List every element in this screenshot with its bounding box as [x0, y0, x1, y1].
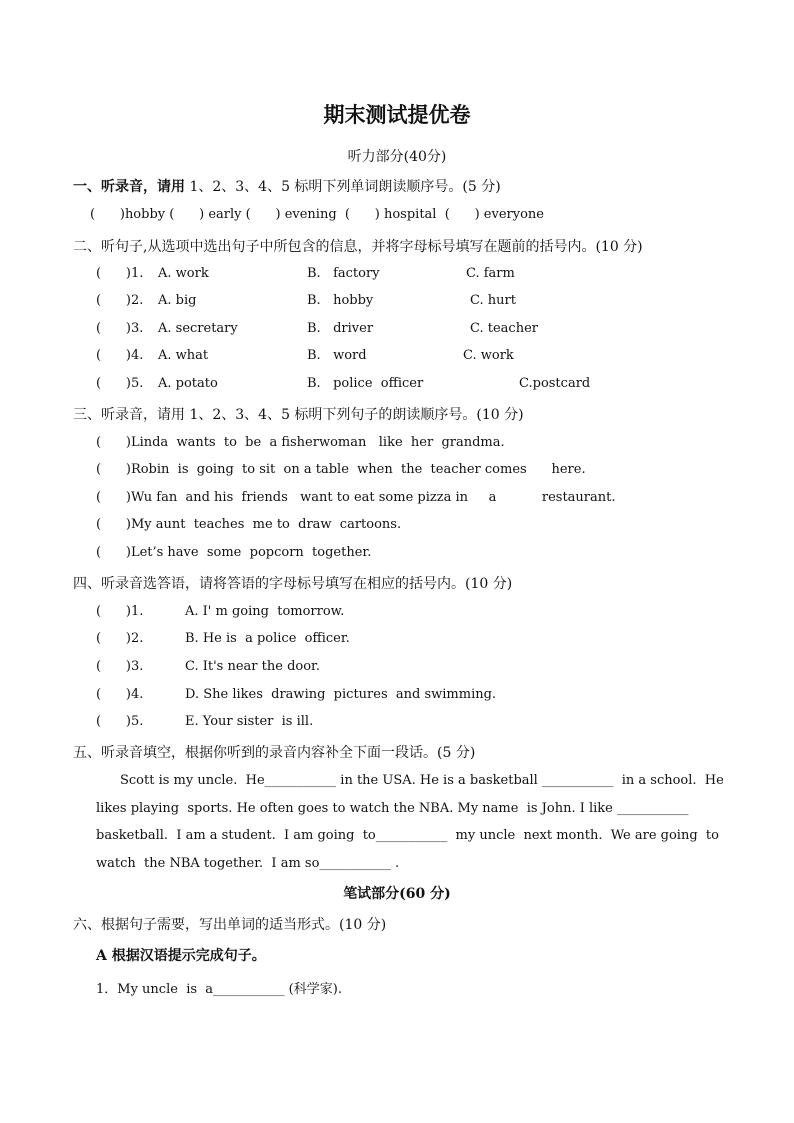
listening-section-title: 听力部分(40分): [347, 149, 447, 165]
s2-row-5-a: A. potato: [158, 376, 218, 391]
s4-row-4-answer: D. She likes drawing pictures and swimming.: [185, 687, 497, 702]
section-6-subheading: A 根据汉语提示完成句子。: [96, 948, 266, 964]
s4-row-5-num: ( )5.: [96, 714, 144, 729]
s5-line-3: basketball. I am a student. I am going to___________ my uncle next month. We are going to: [96, 828, 719, 843]
s2-row-5-b: B. police officer: [307, 376, 424, 391]
s3-row-5: ( )Let’s have some popcorn together.: [96, 545, 372, 560]
s2-row-4-c: C. work: [463, 348, 514, 363]
s2-row-3-num: ( )3.: [96, 321, 144, 336]
section-1-number: 一、: [73, 179, 101, 195]
s4-row-3-answer: C. It's near the door.: [185, 659, 320, 674]
s4-row-4-num: ( )4.: [96, 687, 144, 702]
s5-line-4: watch the NBA together. I am so___________ .: [96, 856, 400, 871]
s2-row-5-c: C.postcard: [519, 376, 591, 391]
s4-row-2-num: ( )2.: [96, 631, 144, 646]
s2-row-3-b: B. driver: [307, 321, 374, 336]
s2-row-3-c: C. teacher: [470, 321, 538, 336]
page-title: 期末测试提优卷: [323, 103, 471, 127]
s3-row-4: ( )My aunt teaches me to draw cartoons.: [96, 517, 402, 532]
s4-row-5-answer: E. Your sister is ill.: [185, 714, 314, 729]
s2-row-5-num: ( )5.: [96, 376, 144, 391]
s5-line-2: likes playing sports. He often goes to watch the NBA. My name is John. I like ___________: [96, 801, 689, 816]
section-1-heading: [73, 176, 501, 196]
s3-row-1: ( )Linda wants to be a fisherwoman like her grandma.: [96, 435, 505, 450]
s4-row-1-answer: A. I' m going tomorrow.: [185, 604, 345, 619]
s2-row-1-a: A. work: [158, 266, 209, 281]
s5-line-1: Scott is my uncle. He___________ in the USA. He is a basketball ___________ in a school. He: [120, 773, 724, 788]
s4-row-2-answer: B. He is a police officer.: [185, 631, 350, 646]
section-1-words: ( )hobby ( ) early ( ) evening ( ) hospital ( ) everyone: [90, 207, 544, 222]
section-2-heading: 二、听句子,从选项中选出句子中所包含的信息，并将字母标号填写在题前的括号内。(10 分): [73, 239, 643, 255]
section-4-heading: 四、听录音选答语，请将答语的字母标号填写在相应的括号内。(10 分): [73, 576, 513, 592]
s4-row-3-num: ( )3.: [96, 659, 144, 674]
s2-row-1-c: C. farm: [466, 266, 515, 281]
s6-question-1: 1．My uncle is a___________ (科学家).: [96, 982, 342, 997]
section-1-heading-bold: 听录音，请用: [101, 179, 185, 195]
s2-row-1-num: ( )1.: [96, 266, 144, 281]
section-1-heading-rest: 1、2、3、4、5 标明下列单词朗读顺序号。(5 分): [185, 179, 501, 195]
s2-row-2-num: ( )2.: [96, 293, 144, 308]
writing-section-title: 笔试部分(60 分): [343, 886, 451, 902]
s2-row-1-b: B. factory: [307, 266, 380, 281]
s2-row-2-a: A. big: [158, 293, 197, 308]
section-5-heading: 五、听录音填空，根据你听到的录音内容补全下面一段话。(5 分): [73, 745, 476, 761]
s2-row-4-b: B. word: [307, 348, 367, 363]
s2-row-2-c: C. hurt: [470, 293, 516, 308]
s2-row-4-a: A. what: [158, 348, 209, 363]
section-6-heading: 六、根据句子需要，写出单词的适当形式。(10 分): [73, 917, 387, 933]
section-3-heading: 三、听录音，请用 1、2、3、4、5 标明下列句子的朗读顺序号。(10 分): [73, 407, 524, 423]
s2-row-2-b: B. hobby: [307, 293, 374, 308]
s3-row-2: ( )Robin is going to sit on a table when the teacher comes here.: [96, 462, 586, 477]
s4-row-1-num: ( )1.: [96, 604, 144, 619]
s2-row-3-a: A. secretary: [158, 321, 238, 336]
s2-row-4-num: ( )4.: [96, 348, 144, 363]
s3-row-3: ( )Wu fan and his friends want to eat some pizza in a restaurant.: [96, 490, 616, 505]
